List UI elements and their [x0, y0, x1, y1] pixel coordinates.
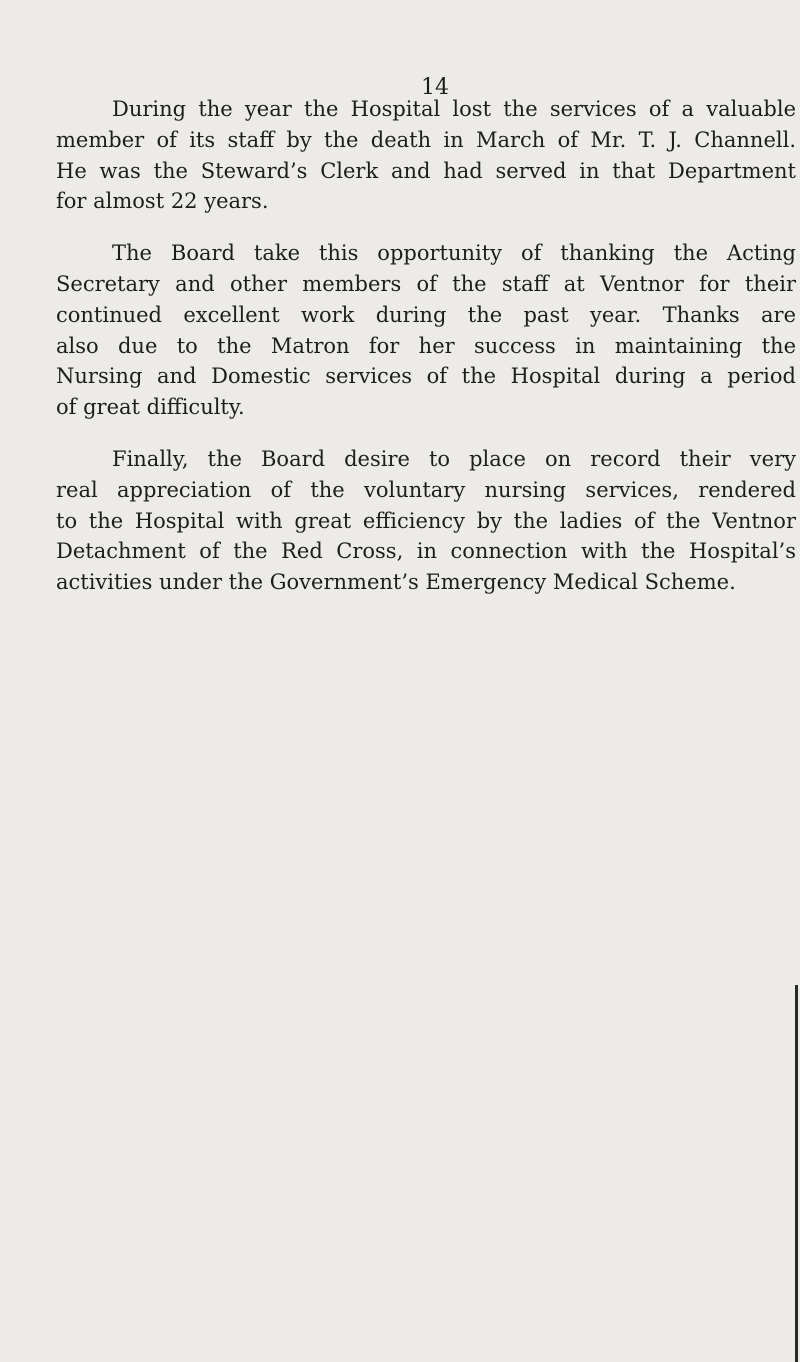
text-line: of great difficulty.: [56, 395, 245, 420]
paragraph-board-thanks: [56, 238, 796, 423]
text-line: The Board take this opportunity of thanking the Acting: [112, 241, 796, 266]
paragraph-staff-loss: [56, 94, 796, 217]
page-number: 14: [421, 75, 449, 100]
text-line: also due to the Matron for her success in maintaining the: [56, 333, 796, 358]
text-line: Finally, the Board desire to place on record their very: [112, 446, 796, 471]
text-line: member of its staff by the death in March of Mr. T. J. Channell.: [56, 127, 796, 152]
text-line: Nursing and Domestic services of the Hospital during a period: [56, 364, 796, 389]
paragraph-red-cross-appreciation: [56, 444, 796, 598]
text-line: for almost 22 years.: [56, 189, 269, 214]
text-line: real appreciation of the voluntary nursing services, rendered: [56, 477, 796, 502]
scan-edge-line: [795, 985, 798, 1362]
text-line: Detachment of the Red Cross, in connection with the Hospital’s: [56, 539, 796, 564]
text-line: During the year the Hospital lost the services of a valuable: [112, 97, 796, 121]
text-line: activities under the Government’s Emergency Medical Scheme.: [56, 570, 736, 595]
text-line: to the Hospital with great efficiency by the ladies of the Ventnor: [56, 508, 796, 533]
text-line: continued excellent work during the past year. Thanks are: [56, 302, 796, 327]
text-line: He was the Steward’s Clerk and had served in that Department: [56, 158, 796, 183]
text-line: Secretary and other members of the staff at Ventnor for their: [56, 271, 796, 296]
body-text: [56, 94, 796, 619]
